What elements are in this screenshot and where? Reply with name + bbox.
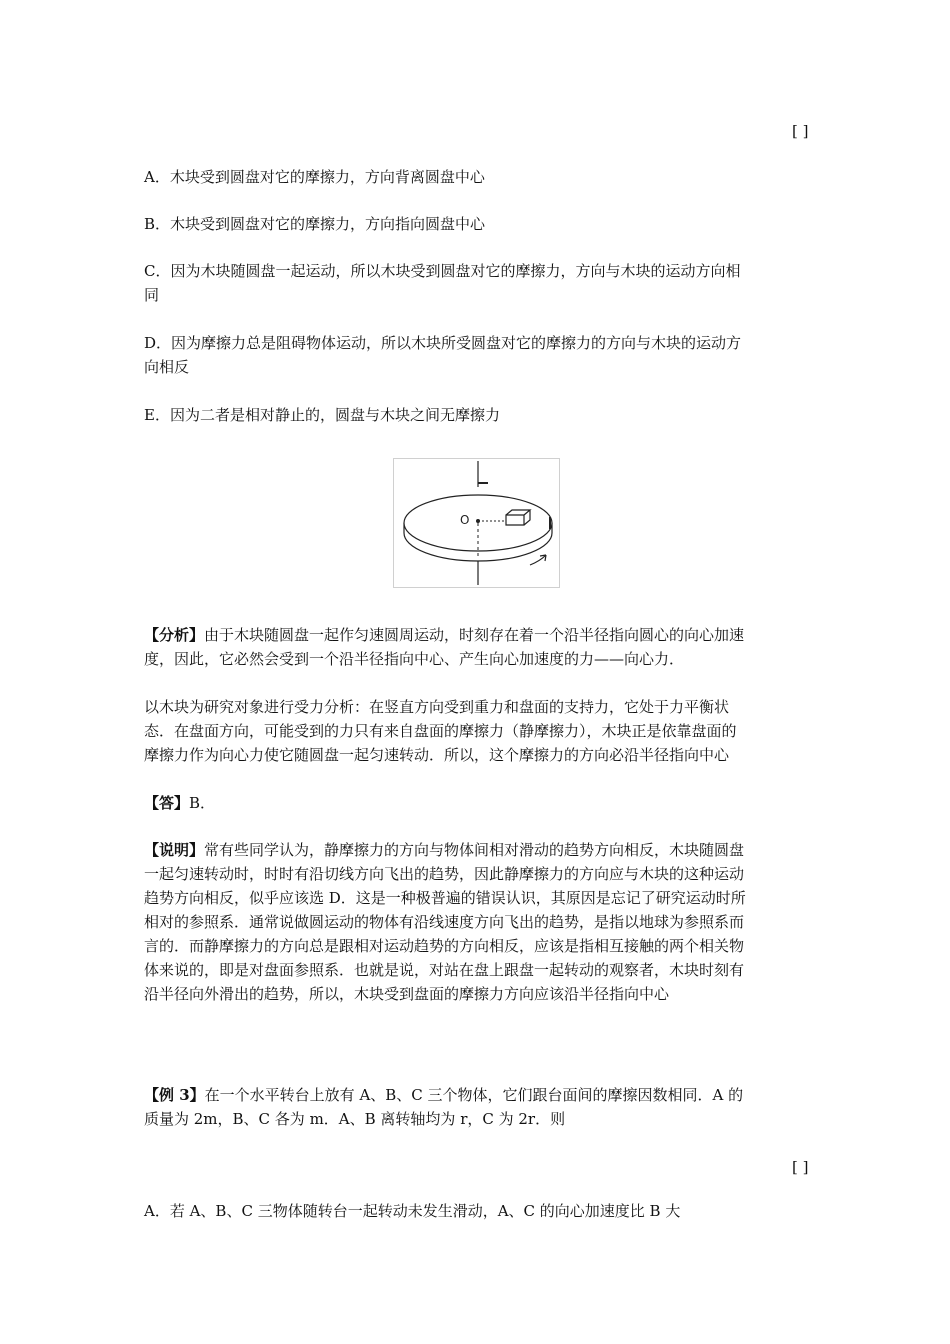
center-dot xyxy=(476,519,480,523)
option-row: 向相反 xyxy=(144,358,190,376)
explanation-paragraph xyxy=(144,838,810,1006)
explanation-row: 一起匀速转动时，时时有沿切线方向飞出的趋势，因此静摩擦力的方向应与木块的这种运动 xyxy=(144,865,745,883)
rotating-disc-figure xyxy=(393,458,560,588)
explanation-row: 相对的参照系．通常说做圆运动的物体有沿线速度方向飞出的趋势，是指以地球为参照系而 xyxy=(144,913,745,931)
example-3-stem xyxy=(144,1083,810,1131)
explanation-row: 常有些同学认为，静摩擦力的方向与物体间相对滑动的趋势方向相反，木块随圆盘 xyxy=(204,841,745,859)
option-row: B．木块受到圆盘对它的摩擦力，方向指向圆盘中心 xyxy=(144,215,486,233)
option-d xyxy=(144,331,810,379)
force-row: 态．在盘面方向，可能受到的力只有来自盘面的摩擦力（静摩擦力），木块正是依靠盘面的 xyxy=(144,722,737,740)
option-row: 同 xyxy=(144,286,160,304)
rotation-arrow xyxy=(530,555,546,565)
option-row: D．因为摩擦力总是阻碍物体运动，所以木块所受圆盘对它的摩擦力的方向与木块的运动方 xyxy=(144,334,742,352)
option-row: A．若 A、B、C 三物体随转台一起转动未发生滑动，A、C 的向心加速度比 B 大 xyxy=(144,1202,681,1220)
analysis-row: 由于木块随圆盘一起作匀速圆周运动，时刻存在着一个沿半径指向圆心的向心加速 xyxy=(204,626,745,644)
answer-bracket: [ ] xyxy=(792,1158,809,1176)
explanation-row: 趋势方向相反，似乎应该选 D．这是一种极普遍的错误认识，其原因是忘记了研究运动时所 xyxy=(144,889,746,907)
answer-text: B． xyxy=(189,794,216,812)
analysis-paragraph xyxy=(144,623,810,671)
force-row: 以木块为研究对象进行受力分析：在竖直方向受到重力和盘面的支持力，它处于力平衡状 xyxy=(144,698,730,716)
option-b xyxy=(144,212,810,236)
option-row: C．因为木块随圆盘一起运动，所以木块受到圆盘对它的摩擦力，方向与木块的运动方向相 xyxy=(144,262,741,280)
analysis-mark: 【分析】 xyxy=(144,626,205,644)
answer-mark: 【答】 xyxy=(144,794,190,812)
example-3-row: 在一个水平转台上放有 A、B、C 三个物体，它们跟台面间的摩擦因数相同．A 的 xyxy=(204,1086,744,1104)
option-row: E．因为二者是相对静止的，圆盘与木块之间无摩擦力 xyxy=(144,406,500,424)
force-analysis-paragraph xyxy=(144,695,810,767)
example-3-mark: 【例 3】 xyxy=(144,1086,205,1104)
option-a xyxy=(144,165,810,189)
answer-bracket: [ ] xyxy=(792,122,809,140)
explanation-row: 言的．而静摩擦力的方向总是跟相对运动趋势的方向相反，应该是指相互接触的两个相关物 xyxy=(144,937,745,955)
example-3-option-a xyxy=(144,1199,810,1223)
force-row: 摩擦力作为向心力使它随圆盘一起匀速转动．所以，这个摩擦力的方向必沿半径指向中心 xyxy=(144,746,730,764)
disc-diagram xyxy=(394,459,559,587)
example-3-row: 质量为 2m，B、C 各为 m．A、B 离转轴均为 r，C 为 2r．则 xyxy=(144,1110,566,1128)
explanation-row: 体来说的，即是对盘面参照系．也就是说，对站在盘上跟盘一起转动的观察者，木块时刻有 xyxy=(144,961,745,979)
analysis-row: 度，因此，它必然会受到一个沿半径指向中心、产生向心加速度的力——向心力． xyxy=(144,650,685,668)
explanation-mark: 【说明】 xyxy=(144,841,205,859)
answer-paragraph xyxy=(144,791,810,815)
option-e xyxy=(144,403,810,427)
center-label: O xyxy=(460,513,470,527)
option-row: A．木块受到圆盘对它的摩擦力，方向背离圆盘中心 xyxy=(144,168,485,186)
option-c xyxy=(144,259,810,307)
explanation-row: 沿半径向外滑出的趋势，所以，木块受到盘面的摩擦力方向应该沿半径指向中心 xyxy=(144,985,670,1003)
